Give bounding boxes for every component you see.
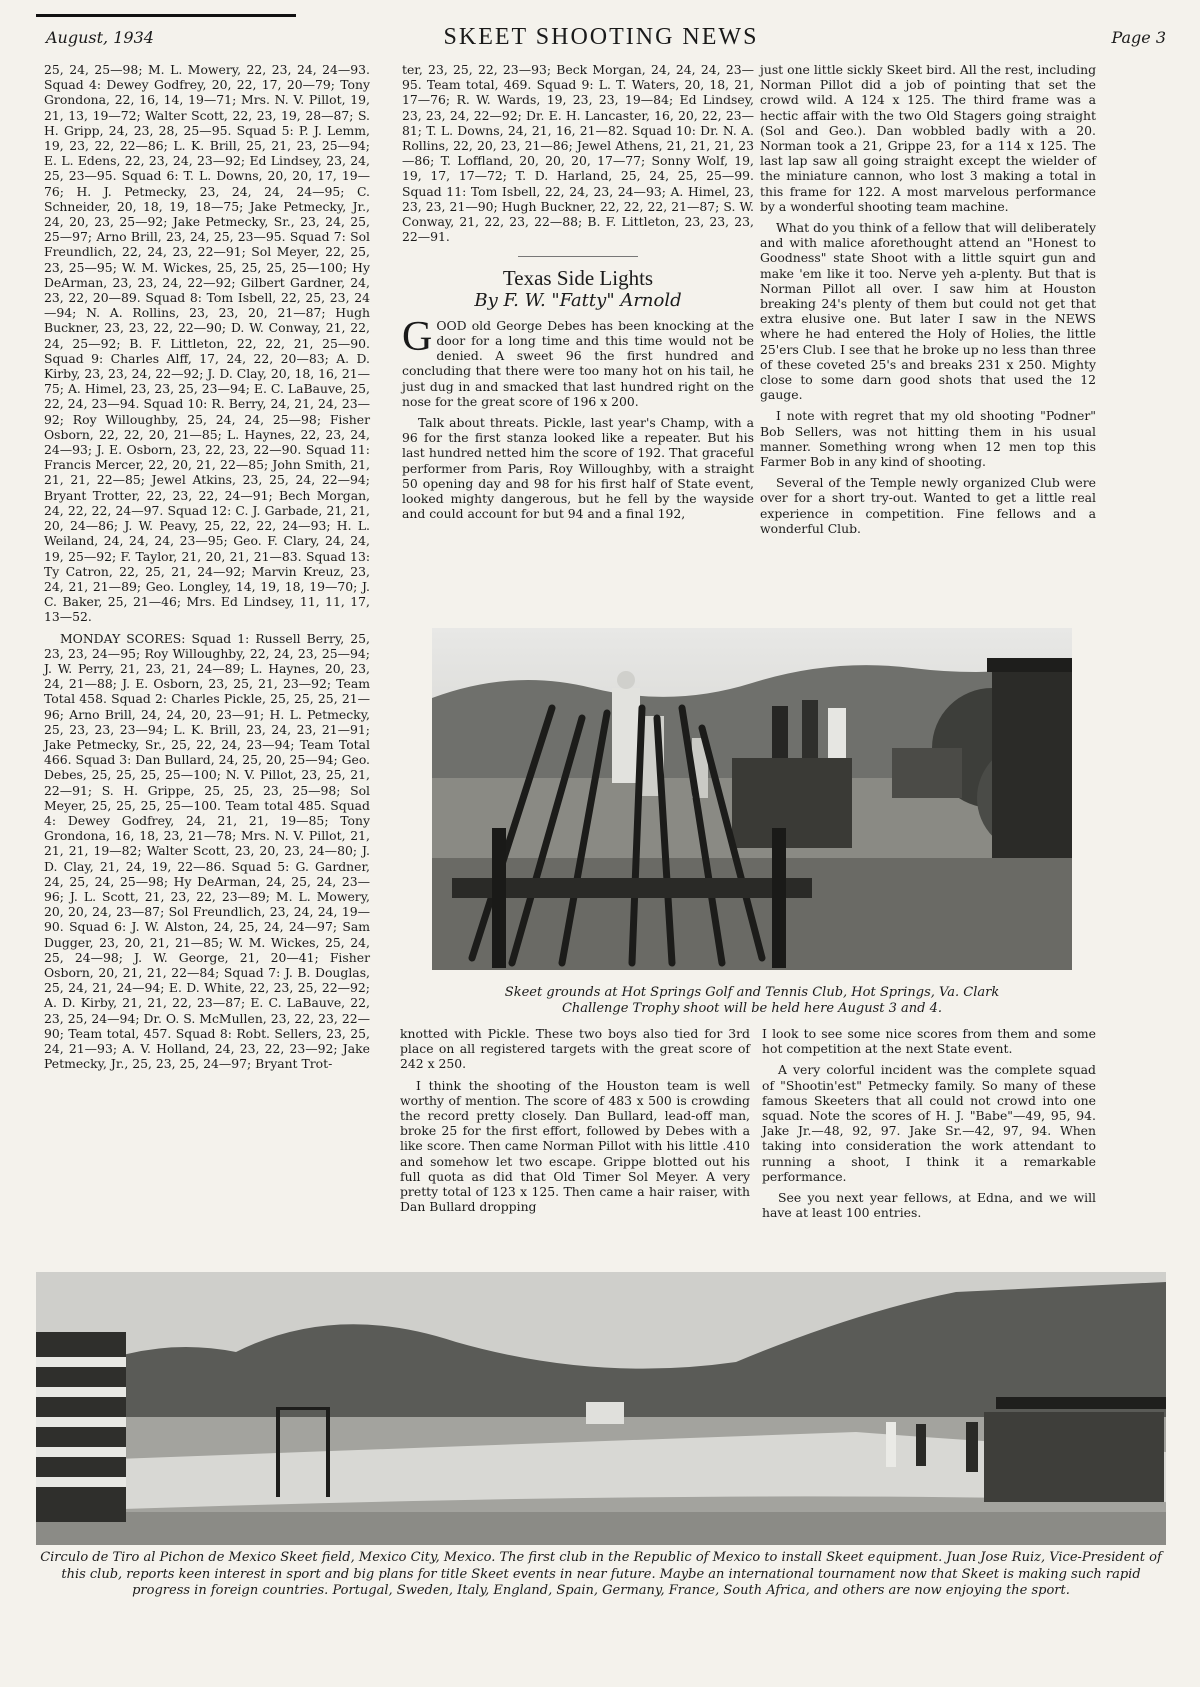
article-byline: By F. W. "Fatty" Arnold: [474, 289, 682, 311]
skeet-field-photo: [36, 1272, 1166, 1545]
column-4: [400, 1026, 750, 1220]
article-paragraph: knotted with Pickle. These two boys also tied for 3rd place on all registered targets with the great score of 242 x 250.: [400, 1026, 750, 1072]
column-1: [44, 62, 370, 1077]
article-paragraph: I look to see some nice scores from them and some hot competition at the next State event.: [762, 1026, 1096, 1057]
article-paragraph: just one little sickly Skeet bird. All the rest, including Norman Pillot did a job of pointing that set the crowd wild. A 124 x 125. The third frame was a hectic affair with the two Old Stagers going straight (Sol and Geo.). Dan wobbled badly with a 20. Norman took a 21, Grippe 23, for a 114 x 125. The last lap saw all going straight except the wielder of the miniature cannon, who lost 3 making a total in this frame for 122. A most marvelous performance by a wonderful shooting team machine.: [760, 62, 1096, 214]
section-divider: [518, 256, 638, 257]
issue-date: August, 1934: [46, 28, 154, 47]
scores-continued-paragraph: ter, 23, 25, 22, 23—93; Beck Morgan, 24, 24, 24, 23—95. Team total, 469. Squad 9: L. T. Waters, 20, 18, 21, 17—76; R. W. Wards, 19, 23, 23, 19—84; Ed Lindsey, 23, 23, 24, 22—92; Dr. E. H. Lancaster, 16, 20, 22, 23—81; T. L. Downs, 24, 21, 16, 21—82. Squad 10: Dr. N. A. Rollins, 22, 20, 23, 21—86; Jewel Athens, 21, 21, 21, 23—86; T. Loffland, 20, 20, 20, 17—77; Sonny Wolf, 19, 19, 17, 17—72; T. D. Harland, 25, 24, 25, 25—99. Squad 11: Tom Isbell, 22, 24, 23, 24—93; A. Himel, 23, 23, 23, 21—90; Hugh Buckner, 22, 22, 22, 21—87; S. W. Conway, 21, 22, 23, 22—88; B. F. Littleton, 23, 23, 23, 22—91.: [402, 62, 754, 245]
article-title: Texas Side Lights: [502, 266, 654, 291]
photo-mexico-skeet-field: [36, 1272, 1166, 1545]
column-2: [402, 62, 754, 527]
article-paragraph: What do you think of a fellow that will deliberately and with malice aforethought attend an "Honest to Goodness" state Shoot with a little squirt gun and make 'em like it too. Nerve yeh a-plenty. But that is Norman Pillot all over. I saw him at Houston breaking 24's plenty of them but could not get that extra elusive one. But later I saw in the NEWS where he had entered the Holy of Holies, the little 25'ers Club. I see that he broke up no less than three of these coveted 25's and breaks 231 x 250. Mighty close to some darn good shots that used the 12 gauge.: [760, 220, 1096, 403]
article-paragraph: See you next year fellows, at Edna, and we will have at least 100 entries.: [762, 1190, 1096, 1221]
gun-rack-photo: [432, 628, 1072, 970]
article-paragraph: I note with regret that my old shooting "Podner" Bob Sellers, was not hitting them in his usual manner. Something wrong when 12 men top this Farmer Bob in any kind of shooting.: [760, 408, 1096, 470]
photo1-caption: Skeet grounds at Hot Springs Golf and Tennis Club, Hot Springs, Va. Clark Challenge Trophy shoot will be held here August 3 and 4.: [504, 985, 1000, 1016]
header-rule: [36, 14, 296, 17]
article-paragraph: A very colorful incident was the complete squad of "Shootin'est" Petmecky family. So many of these famous Skeeters that all could not crowd into one squad. Note the scores of H. J. "Babe"—49, 95, 94. Jake Jr.—48, 92, 97. Jake Sr.—42, 97, 94. When taking into consideration the work attendant to running a shoot, I think it a remarkable performance.: [762, 1062, 1096, 1184]
drop-cap: G: [402, 313, 433, 360]
column-3: [760, 62, 1096, 542]
article-paragraph: Talk about threats. Pickle, last year's Champ, with a 96 for the first stanza looked like a repeater. But his last hundred netted him the score of 192. That graceful performer from Paris, Roy Willoughby, with a straight 50 opening day and 98 for his first half of State event, looked mighty dangerous, but he fell by the wayside and could account for but 94 and a final 192,: [402, 415, 754, 522]
scores-paragraph: 25, 24, 25—98; M. L. Mowery, 22, 23, 24, 24—93. Squad 4: Dewey Godfrey, 20, 22, 17, 20—79; Tony Grondona, 22, 16, 14, 19—71; Mrs. N. V. Pillot, 19, 21, 13, 19—72; Walter Scott, 22, 23, 19, 28—87; S. H. Gripp, 24, 23, 28, 25—95. Squad 5: P. J. Lemm, 19, 23, 22, 22—86; L. K. Brill, 25, 21, 23, 25—94; E. L. Edens, 22, 23, 24, 23—92; Ed Lindsey, 23, 24, 25, 23—95. Squad 6: T. L. Downs, 20, 20, 17, 19—76; H. J. Petmecky, 23, 24, 24, 24—95; C. Schneider, 20, 18, 19, 18—75; Jake Petmecky, Jr., 24, 20, 23, 25—92; Jake Petmecky, Sr., 23, 24, 25, 25—97; Arno Brill, 23, 24, 25, 23—95. Squad 7: Sol Freundlich, 22, 24, 23, 22—91; Sol Meyer, 22, 25, 23, 25—95; W. M. Wickes, 25, 25, 25, 25—100; Hy DeArman, 23, 23, 24, 22—92; Gilbert Gardner, 24, 23, 22, 20—89. Squad 8: Tom Isbell, 22, 25, 23, 24—94; N. A. Rollins, 23, 23, 20, 21—87; Hugh Buckner, 23, 23, 22, 22—90; D. W. Conway, 21, 22, 24, 25—92; B. F. Littleton, 22, 22, 21, 25—90. Squad 9: Charles Alff, 17, 24, 22, 20—83; A. D. Kirby, 23, 23, 24, 22—92; J. D. Clay, 20, 18, 16, 21—75; A. Himel, 23, 23, 25, 23—94; E. C. LaBauve, 25, 22, 24, 23—94. Squad 10: R. Berry, 24, 21, 24, 23—92; Roy Willoughby, 25, 24, 24, 25—98; Fisher Osborn, 22, 22, 20, 21—85; L. Haynes, 22, 23, 24, 24—93; J. E. Osborn, 23, 22, 23, 22—90. Squad 11: Francis Mercer, 22, 20, 21, 22—85; John Smith, 21, 21, 21, 22—85; Jewel Atkins, 23, 25, 24, 22—94; Bryant Trotter, 22, 23, 22, 24—91; Bech Morgan, 24, 22, 22, 24—97. Squad 12: C. J. Garbade, 21, 21, 20, 24—86; J. W. Peavy, 25, 22, 22, 24—93; H. L. Weiland, 24, 24, 24, 23—95; Geo. F. Clary, 24, 24, 19, 25—92; F. Taylor, 21, 20, 21, 21—83. Squad 13: Ty Catron, 22, 25, 21, 24—92; Marvin Kreuz, 23, 24, 21, 21—89; Geo. Longley, 14, 19, 18, 19—70; J. C. Baker, 25, 21—46; Mrs. Ed Lindsey, 11, 11, 17, 13—52.: [44, 62, 370, 625]
article-paragraph: GOOD old George Debes has been knocking at the door for a long time and this time would not be denied. A sweet 96 the first hundred and concluding that there were too many hot on his tail, he just dug in and smacked that last hundred right on the nose for the great score of 196 x 200.: [402, 313, 754, 409]
page-number: Page 3: [1111, 28, 1166, 47]
photo2-caption: Circulo de Tiro al Pichon de Mexico Skeet field, Mexico City, Mexico. The first club in the Republic of Mexico to install Skeet equipment. Juan Jose Ruiz, Vice-President of this club, reports keen interest in sport and big plans for title Skeet events in near future. Maybe an international tournament now that Skeet is making such rapid progress in foreign countries. Portugal, Sweden, Italy, England, Spain, Germany, France, South Africa, and others are now enjoying the sport.: [40, 1550, 1162, 1598]
page-header: [36, 18, 1166, 58]
monday-scores-paragraph: MONDAY SCORES: Squad 1: Russell Berry, 25, 23, 23, 24—95; Roy Willoughby, 22, 24, 23, 25—94; J. W. Perry, 21, 23, 21, 24—89; L. Haynes, 20, 23, 24, 21—88; J. E. Osborn, 23, 25, 21, 23—92; Team Total 458. Squad 2: Charles Pickle, 25, 25, 25, 21—96; Arno Brill, 24, 24, 20, 23—91; H. L. Petmecky, 25, 23, 23, 23—94; L. K. Brill, 23, 24, 23, 21—91; Jake Petmecky, Sr., 25, 22, 24, 23—94; Team Total 466. Squad 3: Dan Bullard, 24, 25, 20, 25—94; Geo. Debes, 25, 25, 25, 25—100; N. V. Pillot, 23, 25, 21, 22—91; S. H. Grippe, 25, 25, 23, 25—98; Sol Meyer, 25, 25, 25, 25—100. Team total 485. Squad 4: Dewey Godfrey, 24, 21, 21, 19—85; Tony Grondona, 16, 18, 23, 21—78; Mrs. N. V. Pillot, 21, 21, 21, 19—82; Walter Scott, 23, 20, 23, 24—80; J. D. Clay, 21, 24, 19, 22—86. Squad 5: G. Gardner, 24, 25, 24, 25—98; Hy DeArman, 24, 25, 24, 23—96; J. L. Scott, 21, 23, 22, 23—89; M. L. Mowery, 20, 20, 24, 23—87; Sol Freundlich, 23, 24, 24, 19—90. Squad 6: J. W. Alston, 24, 25, 24, 24—97; Sam Dugger, 23, 20, 21, 21—85; W. M. Wickes, 25, 24, 25, 24—98; J. W. George, 21, 20—41; Fisher Osborn, 20, 21, 21, 22—84; Squad 7: J. B. Douglas, 25, 24, 21, 24—94; E. D. White, 22, 23, 25, 22—92; A. D. Kirby, 21, 21, 22, 23—87; E. C. LaBauve, 22, 23, 25, 24—94; Dr. O. S. McMullen, 23, 22, 23, 22—90; Team total, 457. Squad 8: Robt. Sellers, 23, 25, 24, 21—93; A. V. Holland, 24, 23, 22, 23—92; Jake Petmecky, Jr., 25, 23, 25, 24—97; Bryant Trot-: [44, 630, 370, 1072]
photo-skeet-grounds-hot-springs: [432, 628, 1072, 970]
article-paragraph: I think the shooting of the Houston team is well worthy of mention. The score of 483 x 500 is crowding the record pretty closely. Dan Bullard, lead-off man, broke 25 for the first effort, followed by Debes with a like score. Then came Norman Pillot with his little .410 and somehow let two escape. Grippe blotted out his full quota as did that Old Timer Sol Meyer. A very pretty total of 123 x 125. Then came a hair raiser, with Dan Bullard dropping: [400, 1077, 750, 1215]
column-5: [762, 1026, 1096, 1226]
article-paragraph: Several of the Temple newly organized Club were over for a short try-out. Wanted to get a little real experience in competition. Fine fellows and a wonderful Club.: [760, 475, 1096, 536]
publication-title: SKEET SHOOTING NEWS: [443, 24, 759, 50]
